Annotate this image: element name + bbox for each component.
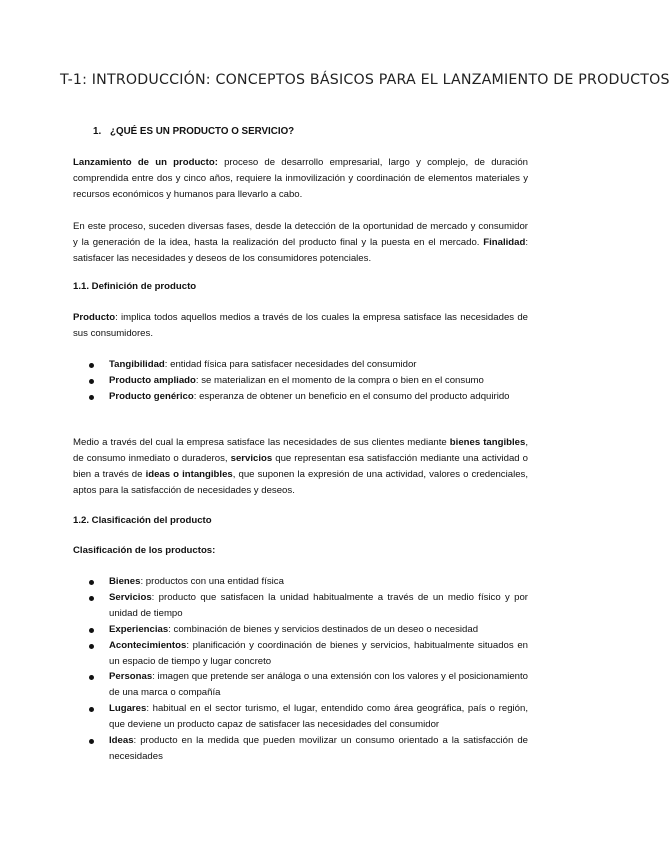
list-item-term: Tangibilidad <box>109 359 165 370</box>
list-item <box>73 389 528 405</box>
list-item <box>73 622 528 638</box>
bullet-icon <box>89 644 94 649</box>
list-item-text: : productos con una entidad física <box>140 576 284 587</box>
list-item-term: Producto genérico <box>109 390 194 402</box>
paragraph-producto <box>73 310 528 342</box>
bullet-icon <box>89 596 94 601</box>
list-item <box>73 574 528 590</box>
list-item-term: Lugares <box>109 703 147 715</box>
list-item-term: Personas <box>109 671 153 683</box>
list-item <box>73 373 528 389</box>
list-item <box>73 590 528 622</box>
list-item-text: : habitual en el sector turismo, el lugar, entendido como área geográfica, país o región, que deviene un producto capaz de satisfacer las necesidades del consumidor <box>109 703 528 731</box>
paragraph-text: , de consumo inmediato o duraderos, <box>73 437 529 464</box>
section-number: 1. <box>93 126 102 137</box>
list-item-term: Acontecimientos <box>109 639 187 651</box>
paragraph-text: : satisfacer las necesidades y deseos de los consumidores potenciales. <box>73 236 528 264</box>
bullet-icon <box>89 580 94 585</box>
paragraph-text: : implica todos aquellos medios a través de los cuales la empresa satisface las necesidades de sus consumidores. <box>73 312 528 339</box>
paragraph-proceso <box>73 219 528 267</box>
term-producto: Producto <box>73 312 116 323</box>
section-heading-text: ¿QUÉ ES UN PRODUCTO O SERVICIO? <box>110 126 295 137</box>
paragraph-text: que representan esa satisfacción mediante una actividad o bien a través de <box>73 452 529 480</box>
list-item-term: Ideas <box>109 735 134 747</box>
subheading-clasificacion: 1.2. Clasificación del producto <box>73 515 212 526</box>
list-item <box>73 733 528 765</box>
paragraph-text: , que suponen la expresión de una actividad, valores o credenciales, aptos para la satisfacción de necesidades y deseos. <box>73 468 529 496</box>
producto-list <box>73 357 528 405</box>
paragraph-lanzamiento <box>73 155 528 203</box>
clasificacion-list <box>73 574 528 765</box>
bullet-icon <box>89 739 94 744</box>
term-servicios: servicios <box>230 452 273 464</box>
subheading-definicion: 1.1. Definición de producto <box>73 281 197 292</box>
list-item-text: : producto en la medida que pueden movilizar un consumo orientado a la satisfacción de necesidades <box>109 735 528 762</box>
paragraph-text: Medio a través del cual la empresa satisface las necesidades de sus clientes mediante <box>73 437 450 448</box>
section-heading <box>93 126 294 137</box>
list-item-term: Bienes <box>109 576 141 587</box>
bullet-icon <box>89 363 94 368</box>
list-item-text: : esperanza de obtener un beneficio en el consumo del producto adquirido <box>193 390 510 402</box>
bullet-icon <box>89 675 94 680</box>
list-item-text: : se materializan en el momento de la compra o bien en el consumo <box>195 374 484 386</box>
list-item-term: Servicios <box>109 591 152 603</box>
list-item-text: : combinación de bienes y servicios destinados de un deseo o necesidad <box>168 623 479 635</box>
list-item <box>73 701 528 733</box>
list-item <box>73 638 528 670</box>
bullet-icon <box>89 628 94 633</box>
bullet-icon <box>89 379 94 384</box>
paragraph-medio <box>73 435 528 499</box>
term-bienes-tangibles: bienes tangibles <box>449 437 526 448</box>
subheading-clasificacion-productos: Clasificación de los productos: <box>73 545 216 556</box>
list-item <box>73 357 528 373</box>
bullet-icon <box>89 707 94 712</box>
document-title: T-1: INTRODUCCIÓN: CONCEPTOS BÁSICOS PARA EL LANZAMIENTO DE PRODUCTOS <box>60 72 670 88</box>
list-item-term: Experiencias <box>109 623 169 635</box>
term-finalidad: Finalidad <box>483 236 526 248</box>
bullet-icon <box>89 395 94 400</box>
term-lanzamiento: Lanzamiento de un producto: <box>73 157 218 168</box>
list-item <box>73 669 528 701</box>
term-ideas: ideas o intangibles <box>145 468 233 480</box>
paragraph-text: proceso de desarrollo empresarial, largo y complejo, de duración comprendida entre dos y cinco años, requiere la inmovilización y coordinación de elementos materiales y recursos económicos y humanos para llevarlo a cabo. <box>73 157 528 200</box>
list-item-text: : imagen que pretende ser análoga o una extensión con los valores y el posicionamiento de una marca o compañía <box>109 671 528 699</box>
paragraph-text: En este proceso, suceden diversas fases, desde la detección de la oportunidad de mercado y consumidor y la generación de la idea, hasta la realización del producto final y la puesta en el mercado. <box>73 221 528 248</box>
list-item-term: Producto ampliado <box>109 374 196 386</box>
list-item-text: : planificación y coordinación de bienes y servicios, habitualmente situados en un espacio de tiempo y lugar concreto <box>109 639 528 667</box>
list-item-text: : entidad física para satisfacer necesidades del consumidor <box>164 359 417 370</box>
list-item-text: : producto que satisfacen la unidad habitualmente a través de un medio físico y por unidad de tiempo <box>109 591 528 619</box>
